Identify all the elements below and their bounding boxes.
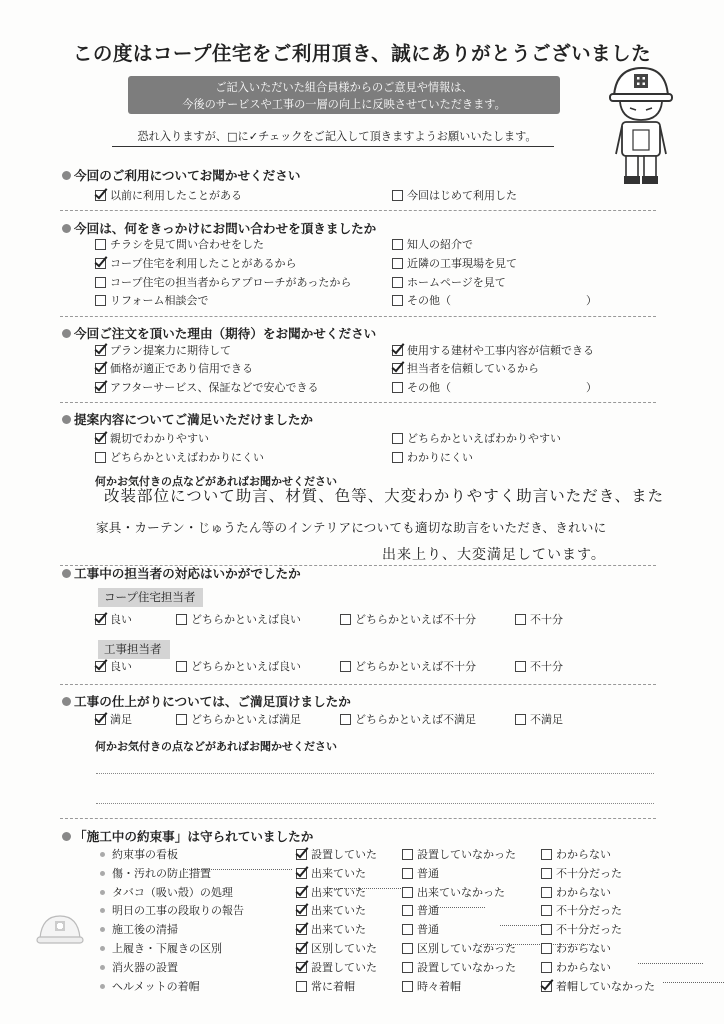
other-close-paren: ） <box>586 381 597 394</box>
question-7-text: 「施工中の約束事」は守られていましたか <box>74 829 314 844</box>
promise-option[interactable] <box>541 979 655 993</box>
promise-option[interactable] <box>541 922 622 936</box>
bullet-icon <box>62 224 71 233</box>
promise-item <box>100 941 222 955</box>
dotted-leader <box>638 963 703 964</box>
option-label: どちらかといえばわかりにくい <box>110 451 264 464</box>
option-label: わからない <box>556 848 611 861</box>
option-label: わかりにくい <box>407 451 473 464</box>
checkbox[interactable] <box>392 433 403 444</box>
q2-option[interactable] <box>392 275 506 289</box>
q2-option[interactable] <box>95 275 351 289</box>
promise-option[interactable] <box>402 866 439 880</box>
bullet-icon <box>62 329 71 338</box>
option-label: 常に着帽 <box>311 980 355 993</box>
checkbox-checked[interactable] <box>95 614 106 625</box>
option-label: わからない <box>556 886 611 899</box>
check-instruction: 恐れ入りますが、□に✓チェックをご記入して頂きますようお願いいたします。 <box>137 130 537 143</box>
option-label: どちらかといえばわかりやすい <box>407 432 561 445</box>
handwritten-comment-line-1[interactable]: 改装部位について助言、材質、色等、大変わかりやすく助言いただき、また <box>104 487 665 505</box>
dotted-leader <box>663 982 724 983</box>
question-1-text: 今回のご利用についてお聞かせください <box>74 168 301 183</box>
question-1 <box>62 165 300 184</box>
bullet-icon <box>100 927 105 932</box>
option-label: 設置していた <box>311 961 377 974</box>
option-label: 満足 <box>110 713 132 726</box>
checkbox[interactable] <box>95 239 106 250</box>
promise-option[interactable] <box>402 885 505 899</box>
option-label: 不満足 <box>530 713 563 726</box>
option-label: 普通 <box>417 867 439 880</box>
bullet-icon <box>100 852 105 857</box>
promise-option[interactable] <box>296 979 355 993</box>
checkbox[interactable] <box>402 981 413 992</box>
banner-line-2: 今後のサービスや工事の一層の向上に反映させていただきます。 <box>182 98 506 111</box>
option-label: 使用する建材や工事内容が信頼できる <box>407 344 594 357</box>
promise-item <box>100 960 178 974</box>
promise-item <box>100 847 178 861</box>
question-4-text: 提案内容についてご満足いただけましたか <box>74 412 314 427</box>
handwritten-comment-line-3[interactable]: 出来上り、大変満足しています。 <box>382 547 606 563</box>
option-label: 不十分だった <box>556 904 622 917</box>
option-label: 設置していなかった <box>417 848 516 861</box>
bullet-icon <box>62 697 71 706</box>
helmet-icon <box>36 912 84 948</box>
promise-item-label: 約束事の看板 <box>112 848 178 861</box>
role-label-construction-staff: 工事担当者 <box>98 640 170 659</box>
question-3 <box>62 323 376 342</box>
checkbox[interactable] <box>541 905 552 916</box>
question-5-text: 工事中の担当者の対応はいかがでしたか <box>74 566 301 581</box>
promise-item <box>100 885 233 899</box>
option-label: 以前に利用したことがある <box>110 189 242 202</box>
banner-line-1: ご記入いただいた組合員様からのご意見や情報は、 <box>215 81 473 94</box>
q2-option[interactable] <box>392 256 517 270</box>
checkbox-checked[interactable] <box>296 849 307 860</box>
promise-item-label: 上履き・下履きの区別 <box>112 942 222 955</box>
promise-item <box>100 922 178 936</box>
checkbox[interactable] <box>402 905 413 916</box>
checkbox-checked[interactable] <box>95 661 106 672</box>
checkbox[interactable] <box>296 981 307 992</box>
option-label: 近隣の工事現場を見て <box>407 257 517 270</box>
checkbox-checked[interactable] <box>296 887 307 898</box>
bullet-icon <box>62 171 71 180</box>
q4-option[interactable] <box>95 431 209 445</box>
option-label: 出来ていた <box>311 923 366 936</box>
dotted-leader <box>431 907 485 908</box>
question-2-text: 今回は、何をきっかけにお問い合わせを頂きましたか <box>74 221 377 236</box>
option-label: 出来ていた <box>311 867 366 880</box>
checkbox-checked[interactable] <box>95 190 106 201</box>
comment-prompt: 何かお気付きの点などがあればお聞かせください <box>95 740 337 753</box>
question-7 <box>62 826 313 845</box>
checkbox[interactable] <box>515 614 526 625</box>
option-label: 今回はじめて利用した <box>407 189 517 202</box>
other-close-paren: ） <box>586 294 597 307</box>
promise-item <box>100 979 200 993</box>
option-label: 普通 <box>417 904 439 917</box>
option-label: リフォーム相談会で <box>110 294 209 307</box>
q3-option[interactable] <box>392 361 539 375</box>
checkbox-checked[interactable] <box>296 962 307 973</box>
option-label: プラン提案力に期待して <box>110 344 231 357</box>
option-label: どちらかといえば良い <box>191 613 301 626</box>
checkbox[interactable] <box>340 614 351 625</box>
checkbox[interactable] <box>402 849 413 860</box>
option-label: その他（ <box>407 381 451 394</box>
option-label: 担当者を信頼しているから <box>407 362 539 375</box>
q4-option[interactable] <box>95 450 264 464</box>
checkbox[interactable] <box>340 661 351 672</box>
option-label: コープ住宅の担当者からアプローチがあったから <box>110 276 352 289</box>
promise-option[interactable] <box>541 960 611 974</box>
bullet-icon <box>62 569 71 578</box>
checkbox-checked[interactable] <box>95 258 106 269</box>
checkbox[interactable] <box>95 295 106 306</box>
option-label: 時々着帽 <box>417 980 461 993</box>
option-label: 不十分 <box>530 660 563 673</box>
checkbox[interactable] <box>176 714 187 725</box>
bullet-icon <box>62 832 71 841</box>
q1-option[interactable] <box>392 188 517 202</box>
checkbox[interactable] <box>402 868 413 879</box>
checkbox[interactable] <box>340 714 351 725</box>
option-label: その他（ <box>407 294 451 307</box>
comment-prompt: 何かお気付きの点などがあればお聞かせください <box>95 475 337 488</box>
promise-item <box>100 866 211 880</box>
q5b-option[interactable] <box>95 659 132 673</box>
checkbox[interactable] <box>392 452 403 463</box>
promise-item-label: 傷・汚れの防止措置 <box>112 867 211 880</box>
option-label: 出来ていた <box>311 886 366 899</box>
dotted-leader <box>500 925 543 926</box>
section-divider <box>60 210 656 211</box>
checkbox-checked[interactable] <box>95 714 106 725</box>
option-label: どちらかといえば不十分 <box>355 660 476 673</box>
option-label: コープ住宅を利用したことがあるから <box>110 257 297 270</box>
comment-writing-line[interactable] <box>96 773 654 774</box>
handwritten-comment-line-2[interactable]: 家具・カーテン・じゅうたん等のインテリアについても適切な助言をいただき、きれいに <box>96 520 607 535</box>
bullet-icon <box>100 890 105 895</box>
promise-option[interactable] <box>541 885 611 899</box>
checkbox[interactable] <box>541 943 552 954</box>
promise-option[interactable] <box>402 903 439 917</box>
promise-option[interactable] <box>541 903 622 917</box>
option-label: どちらかといえば不満足 <box>355 713 476 726</box>
checkbox[interactable] <box>176 661 187 672</box>
bullet-icon <box>100 908 105 913</box>
checkbox[interactable] <box>392 382 403 393</box>
checkbox[interactable] <box>541 924 552 935</box>
checkbox-checked[interactable] <box>296 943 307 954</box>
q5a-option[interactable] <box>515 612 563 626</box>
q3-option[interactable] <box>95 361 253 375</box>
q5b-option[interactable] <box>176 659 301 673</box>
q2-option-other[interactable] <box>392 293 451 307</box>
question-6 <box>62 691 351 710</box>
checkbox[interactable] <box>392 295 403 306</box>
option-label: 価格が適正であり信用できる <box>110 362 253 375</box>
promise-item-label: 施工後の清掃 <box>112 923 178 936</box>
checkbox-checked[interactable] <box>296 924 307 935</box>
section-divider <box>60 402 656 403</box>
option-label: 設置していた <box>311 848 377 861</box>
option-label: どちらかといえば良い <box>191 660 301 673</box>
promise-item-label: ヘルメットの着帽 <box>112 980 200 993</box>
checkbox[interactable] <box>541 849 552 860</box>
promise-option[interactable] <box>402 922 439 936</box>
option-label: 出来ていた <box>311 904 366 917</box>
section-divider <box>60 684 656 685</box>
option-label: 不十分だった <box>556 923 622 936</box>
checkbox[interactable] <box>392 190 403 201</box>
option-label: ホームページを見て <box>407 276 506 289</box>
q2-option[interactable] <box>95 237 264 251</box>
checkbox[interactable] <box>541 887 552 898</box>
q6-option[interactable] <box>176 712 301 726</box>
checkbox[interactable] <box>541 962 552 973</box>
promise-option[interactable] <box>402 979 461 993</box>
option-label: アフターサービス、保証などで安心できる <box>110 381 319 394</box>
q4-option[interactable] <box>392 450 473 464</box>
promise-option[interactable] <box>296 941 377 955</box>
option-label: 知人の紹介で <box>407 238 473 251</box>
checkbox[interactable] <box>515 661 526 672</box>
question-4 <box>62 409 313 428</box>
checkbox-checked[interactable] <box>541 981 552 992</box>
promise-option[interactable] <box>296 922 366 936</box>
checkbox[interactable] <box>392 258 403 269</box>
option-label: 着帽していなかった <box>556 980 655 993</box>
question-3-text: 今回ご注文を頂いた理由（期待）をお聞かせください <box>74 326 377 341</box>
promise-item-label: タバコ（吸い殻）の処理 <box>112 886 233 899</box>
q2-option[interactable] <box>95 293 208 307</box>
q5a-option[interactable] <box>95 612 132 626</box>
promise-option[interactable] <box>402 941 516 955</box>
intro-banner <box>128 76 560 114</box>
bullet-icon <box>100 871 105 876</box>
checkbox[interactable] <box>176 614 187 625</box>
promise-option[interactable] <box>402 960 516 974</box>
checkbox[interactable] <box>515 714 526 725</box>
q2-option[interactable] <box>392 237 473 251</box>
checkbox-checked[interactable] <box>95 363 106 374</box>
q5a-option[interactable] <box>340 612 476 626</box>
checkbox[interactable] <box>402 943 413 954</box>
checkbox[interactable] <box>402 924 413 935</box>
bullet-icon <box>62 415 71 424</box>
checkbox[interactable] <box>402 887 413 898</box>
checkbox[interactable] <box>392 277 403 288</box>
section-divider <box>60 818 656 819</box>
promise-option[interactable] <box>296 903 366 917</box>
checkbox-checked[interactable] <box>95 433 106 444</box>
option-label: 良い <box>110 660 132 673</box>
checkbox-checked[interactable] <box>296 868 307 879</box>
option-label: 普通 <box>417 923 439 936</box>
comment-writing-line[interactable] <box>96 803 654 804</box>
q4-option[interactable] <box>392 431 561 445</box>
bowing-worker-illustration <box>604 62 676 188</box>
q6-option[interactable] <box>515 712 563 726</box>
q3-option[interactable] <box>95 380 319 394</box>
q3-option-other[interactable] <box>392 380 451 394</box>
option-label: わからない <box>556 942 611 955</box>
option-label: どちらかといえば満足 <box>191 713 301 726</box>
option-label: 良い <box>110 613 132 626</box>
promise-option[interactable] <box>541 847 611 861</box>
q5a-option[interactable] <box>176 612 301 626</box>
checkbox[interactable] <box>402 962 413 973</box>
q2-option[interactable] <box>95 256 296 270</box>
question-5 <box>62 563 301 582</box>
checkbox-checked[interactable] <box>95 345 106 356</box>
q1-option[interactable] <box>95 188 242 202</box>
promise-option[interactable] <box>296 885 366 899</box>
promise-item <box>100 903 244 917</box>
question-2 <box>62 218 376 237</box>
role-label-coop-staff: コープ住宅担当者 <box>98 588 203 607</box>
option-label: 出来ていなかった <box>417 886 505 899</box>
question-6-text: 工事の仕上がりについては、ご満足頂けましたか <box>74 694 351 709</box>
q3-option[interactable] <box>392 343 594 357</box>
bullet-icon <box>100 946 105 951</box>
option-label: 不十分 <box>530 613 563 626</box>
promise-option[interactable] <box>296 847 377 861</box>
instruction-underline <box>112 146 554 147</box>
option-label: チラシを見て問い合わせをした <box>110 238 264 251</box>
q3-option[interactable] <box>95 343 231 357</box>
option-label: わからない <box>556 961 611 974</box>
option-label: 設置していなかった <box>417 961 516 974</box>
promise-option[interactable] <box>541 866 622 880</box>
promise-option[interactable] <box>296 866 366 880</box>
checkbox-checked[interactable] <box>95 382 106 393</box>
bullet-icon <box>100 965 105 970</box>
promise-option[interactable] <box>402 847 516 861</box>
promise-item-label: 明日の工事の段取りの報告 <box>112 904 244 917</box>
option-label: 親切でわかりやすい <box>110 432 209 445</box>
q5b-option[interactable] <box>340 659 476 673</box>
q6-option[interactable] <box>95 712 132 726</box>
q5b-option[interactable] <box>515 659 563 673</box>
promise-item-label: 消火器の設置 <box>112 961 178 974</box>
bullet-icon <box>100 984 105 989</box>
checkbox[interactable] <box>95 277 106 288</box>
checkbox[interactable] <box>95 452 106 463</box>
option-label: 不十分だった <box>556 867 622 880</box>
checkbox[interactable] <box>392 239 403 250</box>
promise-option[interactable] <box>541 941 611 955</box>
checkbox-checked[interactable] <box>392 345 403 356</box>
checkbox-checked[interactable] <box>296 905 307 916</box>
checkbox[interactable] <box>541 868 552 879</box>
checkbox-checked[interactable] <box>392 363 403 374</box>
option-label: 区別していなかった <box>417 942 516 955</box>
section-divider <box>60 316 656 317</box>
option-label: どちらかといえば不十分 <box>355 613 476 626</box>
q6-option[interactable] <box>340 712 476 726</box>
page-title: この度はコープ住宅をご利用頂き、誠にありがとうございました <box>72 42 652 65</box>
option-label: 区別していた <box>311 942 377 955</box>
promise-option[interactable] <box>296 960 377 974</box>
